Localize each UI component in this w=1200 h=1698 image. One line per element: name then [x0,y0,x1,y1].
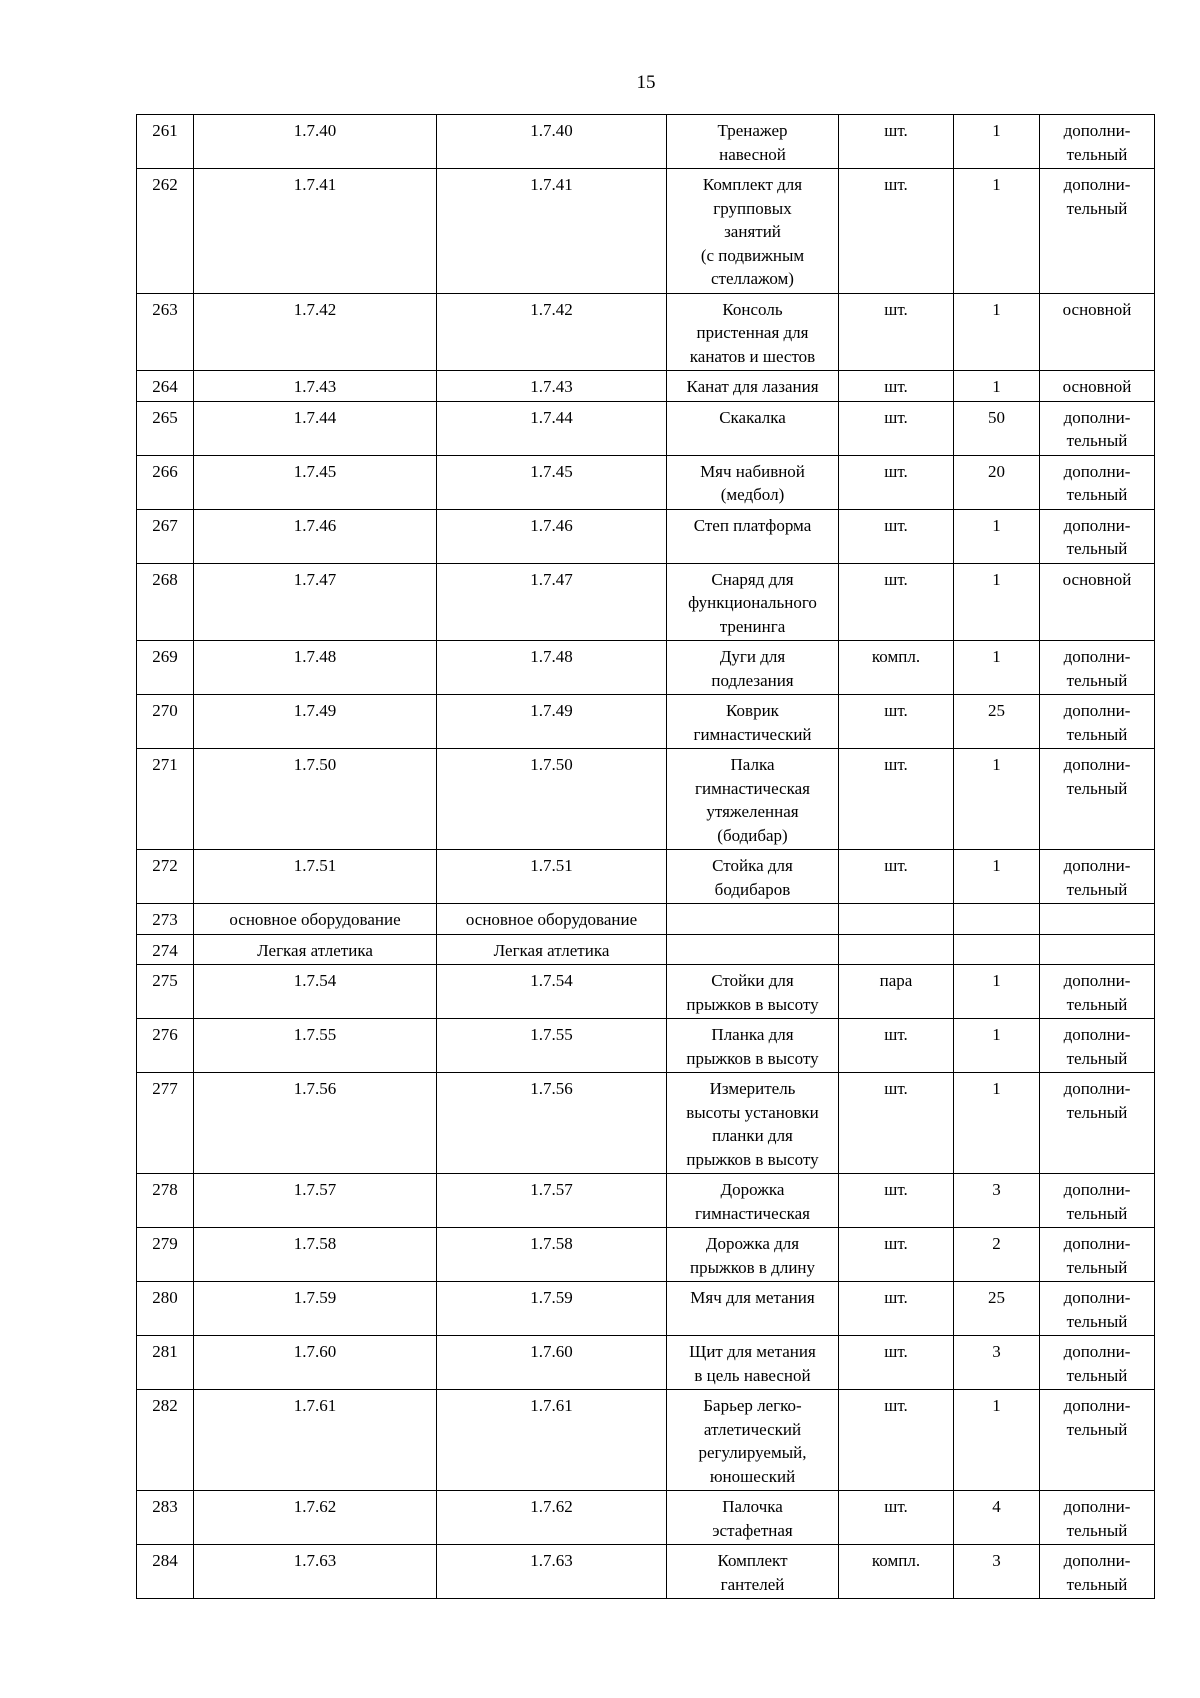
quantity-cell [954,904,1040,935]
row-number-cell: 274 [137,934,194,965]
equipment-type-cell: дополни- тельный [1040,1545,1155,1599]
code-cell: 1.7.54 [194,965,437,1019]
code-cell: 1.7.49 [437,695,667,749]
code-cell: основное оборудование [437,904,667,935]
code-cell: 1.7.40 [194,115,437,169]
equipment-type-cell: дополни- тельный [1040,850,1155,904]
code-cell: 1.7.60 [437,1336,667,1390]
item-name-cell: Палка гимнастическая утяжеленная (бодибар) [667,749,839,850]
row-number-cell: 264 [137,371,194,402]
table-row [137,934,1155,965]
code-cell: 1.7.51 [437,850,667,904]
code-cell: 1.7.51 [194,850,437,904]
equipment-type-cell: дополни- тельный [1040,1019,1155,1073]
equipment-type-cell: дополни- тельный [1040,965,1155,1019]
row-number-cell: 267 [137,509,194,563]
table-row [137,1282,1155,1336]
item-name-cell: Барьер легко- атлетический регулируемый, юношеский [667,1390,839,1491]
table-row [137,1491,1155,1545]
unit-cell: шт. [839,169,954,294]
unit-cell: шт. [839,401,954,455]
row-number-cell: 266 [137,455,194,509]
equipment-type-cell: основной [1040,563,1155,641]
quantity-cell: 50 [954,401,1040,455]
item-name-cell: Коврик гимнастический [667,695,839,749]
quantity-cell: 20 [954,455,1040,509]
unit-cell: шт. [839,563,954,641]
equipment-type-cell: дополни- тельный [1040,695,1155,749]
item-name-cell: Дуги для подлезания [667,641,839,695]
table-body [137,115,1155,1599]
equipment-type-cell: дополни- тельный [1040,1390,1155,1491]
row-number-cell: 263 [137,293,194,371]
equipment-type-cell: дополни- тельный [1040,509,1155,563]
equipment-type-cell [1040,904,1155,935]
code-cell: 1.7.44 [437,401,667,455]
quantity-cell: 3 [954,1545,1040,1599]
row-number-cell: 273 [137,904,194,935]
item-name-cell: Комплект для групповых занятий (с подвижным стеллажом) [667,169,839,294]
page-number: 15 [636,72,656,93]
table-row [137,293,1155,371]
equipment-type-cell: дополни- тельный [1040,455,1155,509]
quantity-cell: 1 [954,115,1040,169]
table-row [137,115,1155,169]
item-name-cell: Стойка для бодибаров [667,850,839,904]
code-cell: 1.7.59 [437,1282,667,1336]
unit-cell: шт. [839,695,954,749]
unit-cell: шт. [839,371,954,402]
table-row [137,1019,1155,1073]
code-cell: 1.7.61 [194,1390,437,1491]
item-name-cell: Канат для лазания [667,371,839,402]
row-number-cell: 277 [137,1073,194,1174]
equipment-type-cell: основной [1040,293,1155,371]
table-row [137,563,1155,641]
quantity-cell: 4 [954,1491,1040,1545]
equipment-type-cell: дополни- тельный [1040,401,1155,455]
code-cell: 1.7.43 [437,371,667,402]
code-cell: 1.7.50 [437,749,667,850]
item-name-cell: Комплект гантелей [667,1545,839,1599]
quantity-cell: 1 [954,850,1040,904]
row-number-cell: 278 [137,1174,194,1228]
code-cell: 1.7.58 [194,1228,437,1282]
code-cell: 1.7.45 [437,455,667,509]
code-cell: основное оборудование [194,904,437,935]
unit-cell: шт. [839,749,954,850]
equipment-type-cell: дополни- тельный [1040,115,1155,169]
code-cell: 1.7.45 [194,455,437,509]
table-row [137,641,1155,695]
row-number-cell: 268 [137,563,194,641]
code-cell: 1.7.48 [194,641,437,695]
unit-cell: шт. [839,1336,954,1390]
table-row [137,1174,1155,1228]
row-number-cell: 262 [137,169,194,294]
row-number-cell: 275 [137,965,194,1019]
code-cell: 1.7.59 [194,1282,437,1336]
quantity-cell: 1 [954,371,1040,402]
quantity-cell: 2 [954,1228,1040,1282]
item-name-cell: Стойки для прыжков в высоту [667,965,839,1019]
row-number-cell: 276 [137,1019,194,1073]
unit-cell: шт. [839,455,954,509]
table-row [137,695,1155,749]
code-cell: 1.7.55 [437,1019,667,1073]
unit-cell: компл. [839,641,954,695]
code-cell: 1.7.61 [437,1390,667,1491]
row-number-cell: 272 [137,850,194,904]
quantity-cell: 1 [954,641,1040,695]
row-number-cell: 261 [137,115,194,169]
unit-cell: шт. [839,1390,954,1491]
item-name-cell: Дорожка для прыжков в длину [667,1228,839,1282]
code-cell: Легкая атлетика [194,934,437,965]
table-row [137,455,1155,509]
row-number-cell: 282 [137,1390,194,1491]
item-name-cell: Мяч набивной (медбол) [667,455,839,509]
item-name-cell: Дорожка гимнастическая [667,1174,839,1228]
code-cell: 1.7.42 [437,293,667,371]
row-number-cell: 270 [137,695,194,749]
code-cell: 1.7.54 [437,965,667,1019]
equipment-type-cell: дополни- тельный [1040,1228,1155,1282]
equipment-table [136,114,1155,1599]
unit-cell: шт. [839,1228,954,1282]
quantity-cell: 1 [954,563,1040,641]
table-row [137,1336,1155,1390]
unit-cell [839,904,954,935]
quantity-cell: 25 [954,695,1040,749]
code-cell: 1.7.47 [437,563,667,641]
unit-cell: шт. [839,1073,954,1174]
quantity-cell: 1 [954,1073,1040,1174]
table-row [137,904,1155,935]
table-row [137,169,1155,294]
table-row [137,965,1155,1019]
code-cell: 1.7.43 [194,371,437,402]
code-cell: 1.7.62 [194,1491,437,1545]
code-cell: 1.7.55 [194,1019,437,1073]
table-row [137,1228,1155,1282]
code-cell: 1.7.63 [194,1545,437,1599]
item-name-cell: Консоль пристенная для канатов и шестов [667,293,839,371]
code-cell: 1.7.56 [437,1073,667,1174]
quantity-cell: 1 [954,1019,1040,1073]
code-cell: 1.7.44 [194,401,437,455]
table-row [137,1545,1155,1599]
quantity-cell: 1 [954,293,1040,371]
table-row [137,749,1155,850]
equipment-type-cell: дополни- тельный [1040,1491,1155,1545]
item-name-cell [667,904,839,935]
unit-cell: шт. [839,1174,954,1228]
item-name-cell: Палочка эстафетная [667,1491,839,1545]
code-cell: 1.7.63 [437,1545,667,1599]
table-row [137,850,1155,904]
row-number-cell: 283 [137,1491,194,1545]
quantity-cell: 1 [954,749,1040,850]
item-name-cell: Планка для прыжков в высоту [667,1019,839,1073]
quantity-cell [954,934,1040,965]
item-name-cell [667,934,839,965]
quantity-cell: 1 [954,965,1040,1019]
quantity-cell: 1 [954,1390,1040,1491]
equipment-type-cell: дополни- тельный [1040,1174,1155,1228]
equipment-type-cell [1040,934,1155,965]
equipment-type-cell: дополни- тельный [1040,641,1155,695]
quantity-cell: 25 [954,1282,1040,1336]
unit-cell: шт. [839,850,954,904]
item-name-cell: Скакалка [667,401,839,455]
equipment-type-cell: дополни- тельный [1040,1336,1155,1390]
code-cell: 1.7.40 [437,115,667,169]
row-number-cell: 280 [137,1282,194,1336]
code-cell: 1.7.62 [437,1491,667,1545]
table-row [137,509,1155,563]
code-cell: 1.7.50 [194,749,437,850]
item-name-cell: Мяч для метания [667,1282,839,1336]
code-cell: 1.7.41 [194,169,437,294]
code-cell: 1.7.57 [194,1174,437,1228]
table-row [137,1073,1155,1174]
unit-cell: шт. [839,115,954,169]
item-name-cell: Снаряд для функционального тренинга [667,563,839,641]
code-cell: 1.7.60 [194,1336,437,1390]
code-cell: 1.7.47 [194,563,437,641]
equipment-type-cell: дополни- тельный [1040,1282,1155,1336]
row-number-cell: 271 [137,749,194,850]
quantity-cell: 1 [954,169,1040,294]
equipment-type-cell: дополни- тельный [1040,749,1155,850]
row-number-cell: 279 [137,1228,194,1282]
item-name-cell: Тренажер навесной [667,115,839,169]
equipment-type-cell: дополни- тельный [1040,169,1155,294]
quantity-cell: 3 [954,1174,1040,1228]
code-cell: 1.7.41 [437,169,667,294]
code-cell: 1.7.58 [437,1228,667,1282]
code-cell: 1.7.48 [437,641,667,695]
code-cell: 1.7.56 [194,1073,437,1174]
code-cell: 1.7.57 [437,1174,667,1228]
code-cell: Легкая атлетика [437,934,667,965]
equipment-type-cell: дополни- тельный [1040,1073,1155,1174]
item-name-cell: Щит для метания в цель навесной [667,1336,839,1390]
unit-cell: шт. [839,1491,954,1545]
unit-cell: компл. [839,1545,954,1599]
quantity-cell: 3 [954,1336,1040,1390]
row-number-cell: 281 [137,1336,194,1390]
table-row [137,1390,1155,1491]
table-row [137,401,1155,455]
code-cell: 1.7.46 [194,509,437,563]
code-cell: 1.7.46 [437,509,667,563]
row-number-cell: 269 [137,641,194,695]
unit-cell: пара [839,965,954,1019]
item-name-cell: Измеритель высоты установки планки для прыжков в высоту [667,1073,839,1174]
unit-cell: шт. [839,509,954,563]
row-number-cell: 284 [137,1545,194,1599]
unit-cell [839,934,954,965]
equipment-type-cell: основной [1040,371,1155,402]
item-name-cell: Степ платформа [667,509,839,563]
table-row [137,371,1155,402]
unit-cell: шт. [839,1282,954,1336]
code-cell: 1.7.42 [194,293,437,371]
unit-cell: шт. [839,293,954,371]
unit-cell: шт. [839,1019,954,1073]
code-cell: 1.7.49 [194,695,437,749]
row-number-cell: 265 [137,401,194,455]
quantity-cell: 1 [954,509,1040,563]
